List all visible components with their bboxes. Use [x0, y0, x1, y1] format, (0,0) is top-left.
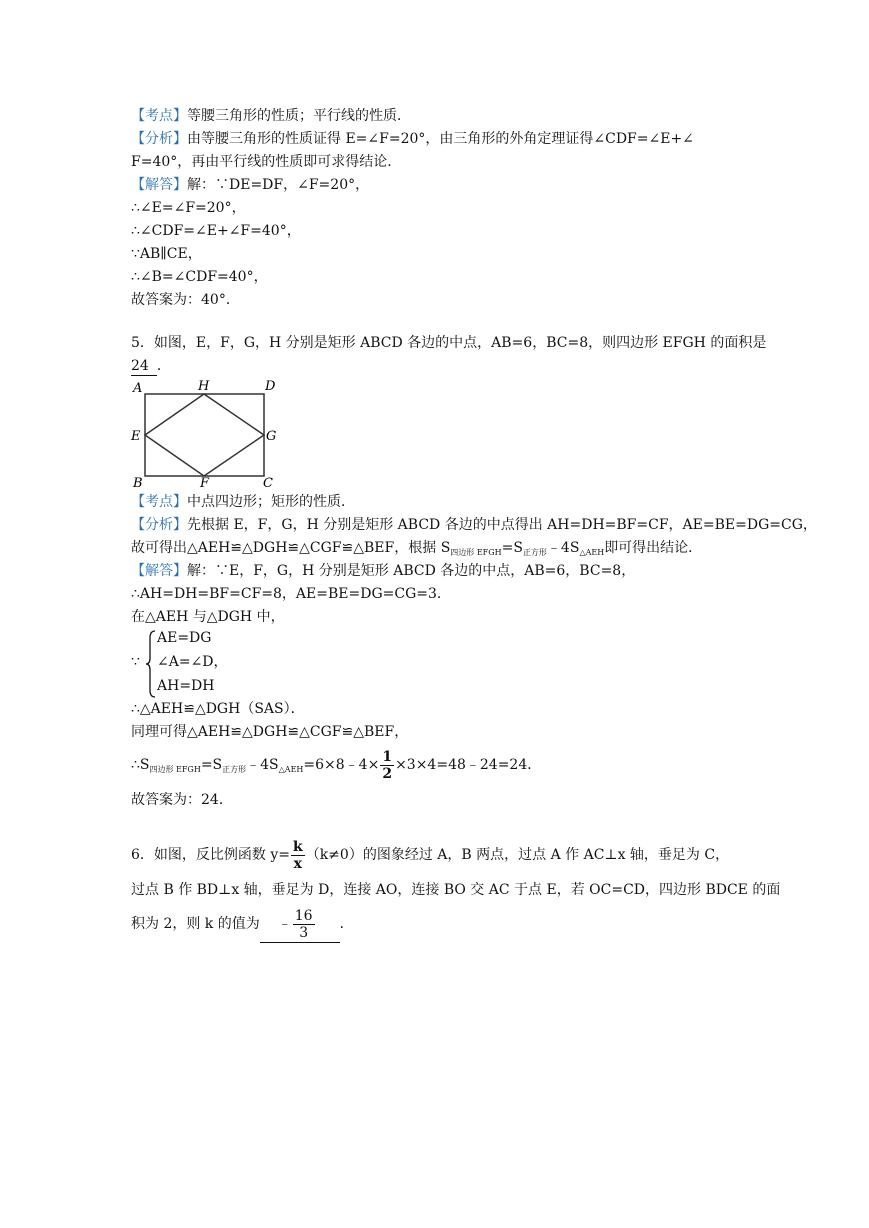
kaodian-tag: 【考点】	[131, 494, 187, 510]
calc-text: =S	[200, 757, 223, 773]
jieda-text: 解：∵E，F，G，H 分别是矩形 ABCD 各边的中点，AB=6，BC=8，	[187, 563, 636, 579]
fenxi-line2-q4: F=40°，再由平行线的性质即可求得结论．	[131, 154, 402, 170]
fraction-denominator: 2	[382, 765, 393, 782]
jieda-tag: 【解答】	[131, 177, 187, 193]
rectangle-abcd	[145, 394, 264, 476]
period: ．	[156, 358, 171, 374]
minus-sign: ﹣	[277, 916, 292, 932]
fenxi-text: =S	[501, 540, 523, 556]
label-D: D	[265, 379, 276, 394]
solution-step: 同理可得△AEH≌△DGH≌△CGF≌△BEF，	[131, 724, 409, 740]
answer-line: 故答案为：40°．	[131, 292, 240, 308]
solution-step: ∴△AEH≌△DGH（SAS）．	[131, 701, 305, 717]
fenxi-line-q4	[131, 129, 694, 149]
because-symbol: ∵	[131, 654, 140, 670]
fenxi-text: 先根据 E，F，G，H 分别是矩形 ABCD 各边的中点得出 AH=DH=BF=CF，AE=BE=DG=CG，	[187, 517, 817, 533]
label-G: G	[266, 429, 277, 444]
kaodian-text: 等腰三角形的性质；平行线的性质．	[187, 108, 411, 124]
label-F: F	[200, 476, 210, 488]
label-B: B	[133, 476, 143, 488]
fraction-numerator: 16	[294, 907, 313, 924]
question-6-line3	[131, 906, 354, 943]
kaodian-line-q5	[131, 492, 355, 512]
jieda-text: 解：∵DE=DF，∠F=20°，	[187, 177, 370, 193]
answer-blank: 24	[131, 357, 157, 376]
kaodian-line-q4	[131, 106, 411, 126]
fenxi-text: 即可得出结论．	[604, 540, 703, 556]
solution-step: ∴∠E=∠F=20°，	[131, 200, 246, 216]
fenxi-tag: 【分析】	[131, 131, 187, 147]
brace-row: AE=DG	[157, 630, 212, 646]
subscript: 正方形	[222, 765, 247, 774]
solution-step: ∴AH=DH=BF=CF=8，AE=BE=DG=CG=3．	[131, 586, 451, 602]
label-A: A	[133, 381, 143, 396]
solution-step: 在△AEH 与△DGH 中，	[131, 609, 285, 625]
question-text: （k≠0）的图象经过 A，B 两点，过点 A 作 AC⊥x 轴，垂足为 C，	[305, 847, 730, 863]
fenxi-tag: 【分析】	[131, 517, 187, 533]
question-6-line2: 过点 B 作 BD⊥x 轴，垂足为 D，连接 AO，连接 BO 交 AC 于点 E，若 OC=CD，四边形 BDCE 的面	[131, 882, 781, 898]
fraction-numerator: k	[293, 838, 303, 855]
fraction-k-over-x	[291, 839, 305, 872]
label-E: E	[131, 429, 141, 444]
question-5: 5．如图，E，F，G，H 分别是矩形 ABCD 各边的中点，AB=6，BC=8，则四边形 EFGH 的面积是	[131, 335, 767, 351]
fraction-denominator: 3	[299, 924, 309, 941]
fenxi-text: ﹣4S	[546, 540, 580, 556]
left-brace-icon	[145, 630, 157, 698]
subscript: 四边形 EFGH	[450, 548, 502, 557]
rectangle-figure	[127, 376, 287, 488]
question-text: 积为 2，则 k 的值为	[131, 916, 260, 932]
quadrilateral-efgh	[145, 394, 264, 476]
fenxi-line-q5	[131, 515, 817, 535]
answer-line: 故答案为：24．	[131, 792, 233, 808]
solution-step: ∴∠B=∠CDF=40°，	[131, 269, 268, 285]
fraction-answer	[293, 908, 315, 941]
calc-text: ﹣4S	[246, 757, 279, 773]
period: ．	[339, 916, 354, 932]
subscript: 四边形 EFGH	[149, 765, 201, 774]
label-H: H	[198, 379, 210, 394]
kaodian-text: 中点四边形；矩形的性质．	[187, 494, 355, 510]
fraction-denominator: x	[293, 855, 303, 872]
fenxi-line2-q5	[131, 538, 702, 563]
solution-step: ∵AB∥CE，	[131, 246, 202, 262]
jieda-line-q5	[131, 561, 635, 581]
label-C: C	[263, 476, 273, 488]
question-6-line1	[131, 838, 729, 872]
subscript: △AEH	[579, 548, 605, 557]
calc-text: =6×8﹣4×	[303, 757, 380, 773]
kaodian-tag: 【考点】	[131, 108, 187, 124]
jieda-line-q4	[131, 175, 369, 195]
brace-row: AH=DH	[157, 678, 215, 694]
subscript: 正方形	[522, 548, 547, 557]
answer-blank	[260, 906, 340, 943]
fenxi-text: 由等腰三角形的性质证得 E=∠F=20°，由三角形的外角定理证得∠CDF=∠E+∠	[187, 131, 694, 147]
jieda-tag: 【解答】	[131, 563, 187, 579]
answer-blank-line-q5	[131, 356, 171, 376]
brace-row: ∠A=∠D，	[157, 654, 228, 670]
fenxi-text: 故可得出△AEH≌△DGH≌△CGF≌△BEF，根据 S	[131, 540, 451, 556]
fraction-numerator: 1	[382, 748, 393, 765]
area-calculation	[131, 748, 541, 787]
calc-text: ×3×4=48﹣24=24．	[395, 757, 542, 773]
subscript: △AEH	[278, 765, 304, 774]
calc-text: ∴S	[131, 757, 150, 773]
solution-step: ∴∠CDF=∠E+∠F=40°，	[131, 223, 301, 239]
fraction-one-half	[380, 749, 394, 782]
question-text: 6．如图，反比例函数 y=	[131, 847, 290, 863]
